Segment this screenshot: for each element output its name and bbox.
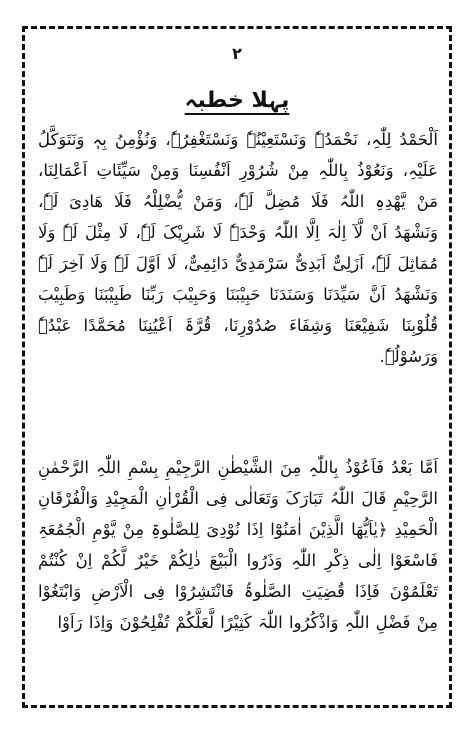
khutba-paragraph-2: اَمَّا بَعْدُ فَاَعُوْذُ بِاللّٰہِ مِنَ الشَّیْطٰنِ الرَّجِیْمِ بِسْمِ اللّٰہِ الرَّحْمٰنِ الرَّحِیْمِ قَالَ اللّٰہُ تَبَارَکَ وَتَعَالٰی فِی الْقُرْاٰنِ الْمَجِیْدِ وَالْفُرْقَانِ الْحَمِیْدِ ﴿یٰاَیُّھَا الَّذِیْنَ اٰمَنُوْٓا اِذَا نُوْدِیَ لِلصَّلٰوۃِ مِنْ یَّوْمِ الْجُمُعَۃِ فَاسْعَوْا اِلٰی ذِکْرِ اللّٰہِ وَذَرُوا الْبَیْعَ ذٰلِکُمْ خَیْرٌ لَّکُمْ اِنْ کُنْتُمْ تَعْلَمُوْنَ فَاِذَا قُضِیَتِ الصَّلٰوۃُ فَانْتَشِرُوْا فِی الْاَرْضِ وَابْتَغُوْا مِنْ فَضْلِ اللّٰہِ وَاذْکُرُوا اللّٰہَ کَثِیْرًا لَّعَلَّکُمْ تُفْلِحُوْنَ وَاِذَا رَاَوْا <box>38 458 438 632</box>
page-number: ۲ <box>232 44 242 63</box>
page-title: پہلا خطبہ <box>184 88 290 113</box>
khutba-paragraph-1: اَلْحَمْدُ لِلّٰہِ، نَحْمَدُہٗ وَنَسْتَعِیْنُہٗ وَنَسْتَغْفِرُہٗ، وَنُؤْمِنُ بِہٖ وَنَتَوَکَّلُ عَلَیْہِ، وَنَعُوْذُ بِاللّٰہِ مِنْ شُرُوْرِ اَنْفُسِنَا وَمِنْ سَیِّئَاتِ اَعْمَالِنَا، مَنْ یَّھْدِہِ اللّٰہُ فَلَا مُضِلَّ لَہٗ، وَمَنْ یُّضْلِلْہُ فَلَا ھَادِیَ لَہٗ، وَنَشْھَدُ اَنْ لَّآ اِلٰہَ اِلَّا اللّٰہُ وَحْدَہٗ لَا شَرِیْکَ لَہٗ، لَا مِثْلَ لَہٗ وَلَا مُمَاثِلَ لَہٗ، اَزَلِیٌّ اَبَدِیٌّ سَرْمَدِیٌّ دَائِمِیٌّ، لَا اَوَّلَ لَہٗ وَلَا آخِرَ لَہٗ وَنَشْھَدُ اَنَّ سَیِّدَنَا وَسَنَدَنَا حَبِیْبَنَا وَحَبِیْبَ رَبِّنَا طَبِیْبَنَا وَطَبِیْبَ قُلُوْبِنَا شَفِیْعَنَا وَشِفَاءَ صُدُوْرِنَا، قُرَّۃَ اَعْیُنِنَا مُحَمَّدًا عَبْدُہٗ وَرَسُوْلُہٗ. <box>38 130 438 366</box>
